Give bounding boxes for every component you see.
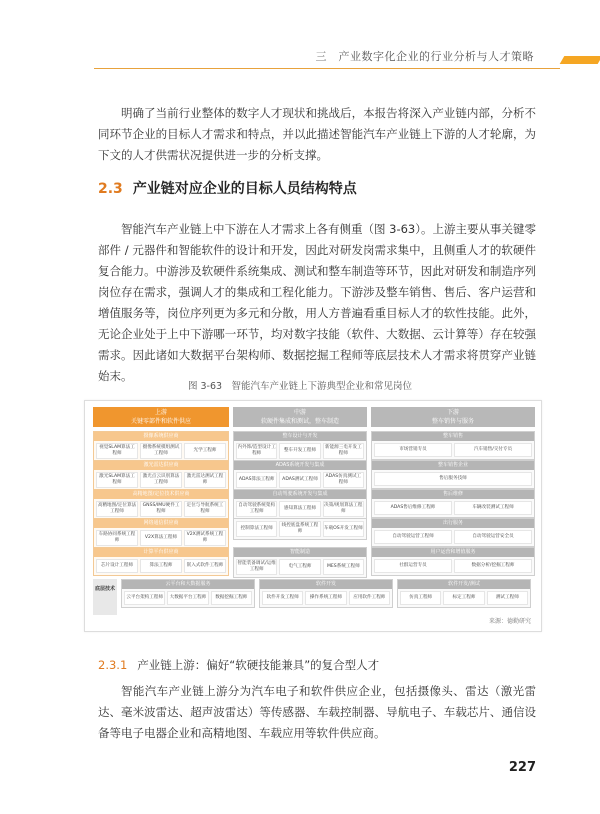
subsection-title: 产业链上游：偏好“软硬技能兼具”的复合型人才 bbox=[137, 658, 380, 672]
role-cell: 云平台架构工程师 bbox=[124, 591, 165, 605]
section-heading bbox=[98, 178, 357, 198]
role-group bbox=[233, 489, 367, 520]
role-group bbox=[233, 547, 367, 578]
role-cell: 车辆改装测试工程师 bbox=[454, 501, 532, 515]
subsection-paragraph: 智能汽车产业链上游分为汽车电子和软件供应企业，包括摄像头、雷达（激光雷达、毫米波雷达、超声波雷达）等传感器、车载控制器、导航电子、车载芯片、通信设备等电子电器企业和高精地图、车载应用等软件供应商。 bbox=[98, 684, 536, 740]
downstream-title: 下游 bbox=[446, 409, 459, 416]
role-cell: 整车开发工程师 bbox=[279, 443, 320, 459]
role-cell: 线控底盘系统工程师 bbox=[279, 521, 320, 537]
role-group-title: ADAS系统开发与集成 bbox=[234, 461, 366, 470]
role-group bbox=[371, 547, 535, 576]
role-cell: ADAS测试工程师 bbox=[279, 472, 320, 488]
role-group bbox=[93, 518, 229, 549]
role-cell: 软件开发工程师 bbox=[262, 591, 303, 605]
role-cell: 数据分析/挖掘工程师 bbox=[454, 559, 532, 573]
downstream-header bbox=[371, 407, 535, 427]
role-group bbox=[93, 431, 229, 462]
role-group bbox=[233, 518, 367, 540]
upstream-header bbox=[93, 407, 229, 427]
upstream-subtitle: 关键零部件和软件供应 bbox=[130, 418, 191, 425]
role-group-title: 出行服务 bbox=[372, 519, 534, 528]
role-group-title: 云平台和大数据服务 bbox=[122, 580, 254, 589]
role-group-title: 整车销售 bbox=[372, 432, 534, 441]
downstream-subtitle: 整车销售与服务 bbox=[431, 418, 474, 425]
role-cell: 感知算法工程师 bbox=[279, 501, 320, 517]
figure-caption: 图 3-63 智能汽车产业链上下游典型企业和常见岗位 bbox=[187, 381, 413, 392]
role-group bbox=[371, 518, 535, 547]
role-cell: 激光SLAM算法工程师 bbox=[96, 472, 138, 488]
role-group-title: 售后维修 bbox=[372, 490, 534, 499]
role-cell: 测试工程师 bbox=[487, 591, 528, 605]
role-cell: 仿真工程师 bbox=[400, 591, 441, 605]
upstream-title: 上游 bbox=[154, 409, 167, 416]
role-group-title: 整车设计与开发 bbox=[234, 432, 366, 441]
role-cell: 自动驾驶系统架构工程师 bbox=[236, 501, 277, 517]
role-group bbox=[371, 431, 535, 460]
role-cell: 摄像系统模组测试工程师 bbox=[140, 443, 182, 459]
role-group-title: 摄像系统供应商 bbox=[94, 432, 228, 441]
role-cell: 车路协同系统工程师 bbox=[96, 530, 138, 546]
role-cell: 自动驾驶运营安全员 bbox=[454, 530, 532, 544]
role-cell: V2X测试系统工程师 bbox=[184, 530, 226, 546]
role-cell: MES系统工程师 bbox=[323, 559, 364, 575]
chapter-title: 三 产业数字化企业的行业分析与人才策略 bbox=[315, 50, 534, 63]
role-cell: V2X算法工程师 bbox=[140, 530, 182, 546]
role-group bbox=[233, 460, 367, 491]
role-cell: 自动驾驶运营工程师 bbox=[374, 530, 452, 544]
role-group bbox=[93, 460, 229, 491]
bottom-tech-label: 底层技术 bbox=[93, 579, 117, 615]
intro-paragraph: 明确了当前行业整体的数字人才现状和挑战后，本报告将深入产业链内部，分析不同环节企业的目标人才需求和特点，并以此描述智能汽车产业链上下游的人才轮廓，为下文的人才供需状况提供进一步的分析支撑。 bbox=[98, 106, 536, 162]
section-paragraph: 智能汽车产业链上中下游在人才需求上各有侧重（图 3-63）。上游主要从事关键零部件 / 元器件和智能软件的设计和开发，因此对研发岗需求集中，且侧重人才的软硬件复合能力。中游涉及软硬件系统集成、测试和整车制造等环节，因此对研发和制造序列岗位存在需求，强调人才的集成和工程化能力。下游涉及整车销售、售后、客户运营和增值服务等，岗位序列更为多元和分散，用人方普遍看重目标人才的软性技能。此外，无论企业处于上中下游哪一环节，均对数字技能（软件、大数据、云计算等）存在较强需求。因此诸如大数据平台架构师、数据挖掘工程师等底层技术人才需求将贯穿产业链始末。 bbox=[98, 222, 537, 383]
role-cell: 激光点云识别算法工程师 bbox=[140, 472, 182, 488]
role-cell: 嵌入式软件工程师 bbox=[184, 559, 226, 573]
section-title: 产业链对应企业的目标人员结构特点 bbox=[132, 181, 357, 197]
role-cell: 市场营销专员 bbox=[374, 443, 452, 457]
role-group bbox=[371, 460, 535, 489]
role-group bbox=[93, 489, 229, 520]
midstream-header bbox=[233, 407, 367, 427]
role-group bbox=[259, 579, 393, 608]
role-cell: 高精地图/定位算法工程师 bbox=[96, 501, 138, 517]
role-cell: GNSS/IMU硬件工程师 bbox=[140, 501, 182, 517]
role-cell: 内外饰/造型设计工程师 bbox=[236, 443, 277, 459]
role-cell: 新能源三电开发工程师 bbox=[323, 443, 364, 459]
role-cell: 算法工程师 bbox=[140, 559, 182, 573]
role-group-title: 用户运营和增值服务 bbox=[372, 548, 534, 557]
role-group-title: 软件开发 bbox=[260, 580, 392, 589]
role-cell: 操作系统工程师 bbox=[305, 591, 346, 605]
role-group-title: 高精地图/定位技术供应商 bbox=[94, 490, 228, 499]
subsection-number: 2.3.1 bbox=[98, 658, 128, 672]
section-number: 2.3 bbox=[98, 181, 123, 197]
role-group bbox=[93, 547, 229, 576]
figure-source: 来源：德勤研究 bbox=[488, 618, 531, 625]
role-group bbox=[397, 579, 531, 608]
role-cell: 数据挖掘工程师 bbox=[211, 591, 252, 605]
header-rule bbox=[94, 68, 560, 69]
midstream-subtitle: 软硬件集成和测试，整车制造 bbox=[260, 418, 339, 425]
role-cell: 芯片设计工程师 bbox=[96, 559, 138, 573]
running-header bbox=[0, 48, 600, 68]
role-group bbox=[371, 489, 535, 518]
role-cell: 标定工程师 bbox=[443, 591, 484, 605]
role-cell: 智能装备调试/运维工程师 bbox=[236, 559, 277, 575]
role-cell: 汽车销售/交付专员 bbox=[454, 443, 532, 457]
subsection-heading bbox=[98, 657, 379, 673]
role-group-title: 自动驾驶系统开发与集成 bbox=[234, 490, 366, 499]
midstream-title: 中游 bbox=[293, 409, 306, 416]
role-cell: 激光雷达测试工程师 bbox=[184, 472, 226, 488]
industry-chain-figure bbox=[84, 400, 542, 632]
header-accent-bar bbox=[560, 56, 600, 64]
role-group-title: 激光雷达供应商 bbox=[94, 461, 228, 470]
role-group-title: 网络通信供应商 bbox=[94, 519, 228, 528]
role-cell: 决策/规划算法工程师 bbox=[323, 501, 364, 517]
role-cell: 光学工程师 bbox=[184, 443, 226, 459]
role-cell: ADAS仿真测试工程师 bbox=[323, 472, 364, 488]
role-cell: 定位与导航系统工程师 bbox=[184, 501, 226, 517]
role-group-title: 整车销售企业 bbox=[372, 461, 534, 470]
role-cell: 电气工程师 bbox=[279, 559, 320, 575]
role-group-title: 智能制造 bbox=[234, 548, 366, 557]
role-cell: 视觉SLAM算法工程师 bbox=[96, 443, 138, 459]
role-group-title: 计算平台供应商 bbox=[94, 548, 228, 557]
role-cell: ADAS算法工程师 bbox=[236, 472, 277, 488]
role-group-title: 软件开发/测试 bbox=[398, 580, 530, 589]
role-group bbox=[121, 579, 255, 608]
role-cell: 车载OS开发工程师 bbox=[323, 521, 364, 537]
role-cell: ADAS售后维修工程师 bbox=[374, 501, 452, 515]
role-cell: 应用软件工程师 bbox=[349, 591, 390, 605]
role-cell: 售后服务技师 bbox=[374, 472, 532, 486]
role-cell: 控制算法工程师 bbox=[236, 521, 277, 537]
page-number: 227 bbox=[508, 760, 536, 775]
role-group bbox=[233, 431, 367, 462]
role-cell: 社群运营专员 bbox=[374, 559, 452, 573]
role-cell: 大数据平台工程师 bbox=[167, 591, 208, 605]
